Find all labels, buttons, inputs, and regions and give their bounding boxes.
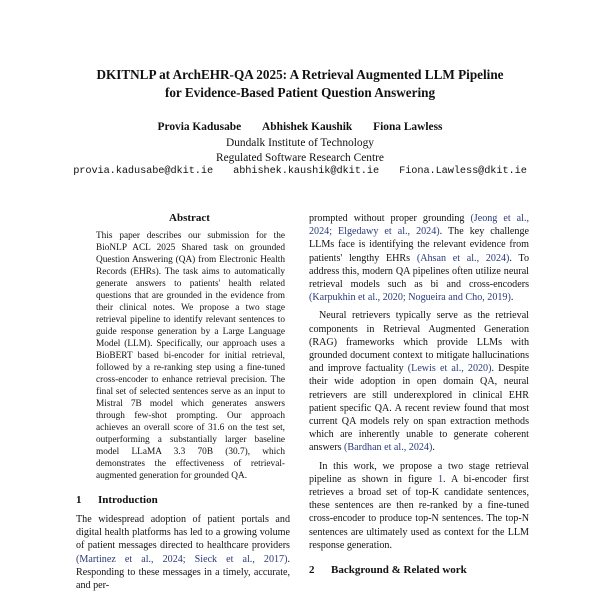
section-number: 2 (309, 564, 315, 577)
abstract-text: This paper describes our submission for the BioNLP ACL 2025 Shared task on grounded Question Answering (QA) from Electronic Health Records (EHRs). The task aims to automatically generate answers to patients' health related questions that are grounded in the evidence from their clinical notes. We propose a two stage retrieval pipeline to identify relevant sentences to guide response generation by a Large Language Model (LLM). Specifically, our approach uses a BioBERT based bi-encoder for initial retrieval, followed by a re-ranking step using a fine-tuned cross-encoder to enhance retrieval precision. The final set of selected sentences serve as an input to Mistral 7B model which generates answers through few-shot prompting. Our approach achieves an overall score of 31.6 on the test set, outperforming a substantially larger baseline model LLaMA 3.3 70B (30.7), which demonstrates the effectiveness of retrieval-augmented generation for grounded QA. (96, 231, 285, 481)
citation-link[interactable]: (Karpukhin et al., 2020; Nogueira and Cho, 2019) (309, 292, 511, 304)
body-paragraph (309, 212, 529, 304)
section-title: Background & Related work (331, 564, 467, 577)
figure-reference-link[interactable]: 1 (437, 473, 444, 485)
text-run: The widespread adoption of patient portals and digital health platforms has led to a growing volume of patient messages directed to healthcare providers (76, 514, 290, 552)
title-line-2: for Evidence-Based Patient Question Answering (164, 85, 436, 100)
text-run: . The key challenge LLMs face is identifying the relevant evidence from patients' lengthy EHRs (309, 226, 529, 264)
text-run: In this work, we propose a two stage retrieval pipeline as shown in figure (309, 460, 529, 485)
section-heading-background (309, 564, 529, 576)
title-line-1: DKITNLP at ArchEHR-QA 2025: A Retrieval Augmented LLM Pipeline (96, 67, 504, 82)
text-run: . (510, 292, 514, 304)
author-emails (40, 165, 560, 177)
text-run: Neural retrievers typically serve as the retrieval components in Retrieval Augmented Generation (RAG) frameworks which provide LLMs with grounded document context to mitigate hallucinations and improve factuality (309, 310, 529, 375)
intro-paragraph (76, 513, 290, 592)
author-name: Fiona Lawless (373, 121, 443, 133)
citation-link[interactable]: (Jeong et al., 2024; Elgedawy et al., 2024) (309, 213, 529, 238)
left-column (76, 212, 290, 592)
author-block (40, 120, 560, 167)
right-column (309, 212, 529, 583)
text-run: . (432, 442, 435, 454)
section-heading-introduction (76, 494, 290, 506)
body-paragraph (309, 309, 529, 454)
paper-title (40, 66, 560, 102)
section-title: Introduction (98, 494, 158, 506)
text-run: prompted without proper grounding (309, 213, 471, 224)
author-email[interactable]: provia.kadusabe@dkit.ie (73, 165, 214, 177)
body-paragraph (309, 460, 529, 552)
text-run: . Despite their wide adoption in open domain QA, neural retrievers are still underexplored in clinical EHR patient specific QA. A recent review found that most current QA models rely on span extraction methods which are inherently unable to generate coherent answers (309, 363, 529, 454)
text-run: . To address this, modern QA pipelines often utilize neural retrieval models such as bi and cross-encoders (309, 252, 529, 291)
affiliation-centre: Regulated Software Research Centre (216, 152, 384, 164)
author-name: Abhishek Kaushik (262, 121, 353, 133)
section-number: 1 (76, 494, 82, 506)
citation-link[interactable]: (Ahsan et al., 2024) (416, 252, 510, 264)
citation-link[interactable]: (Martinez et al., 2024; Sieck et al., 2017) (76, 553, 288, 565)
text-run: . A bi-encoder first retrieves a broad set of top-K candidate sentences, these sentences are then re-ranked by a fine-tuned cross-encoder to produce top-N sentences. The top-N sentences are ultimately used as context for the LLM response generation. (309, 473, 529, 551)
citation-link[interactable]: (Bardhan et al., 2024) (344, 442, 433, 454)
author-email[interactable]: abhishek.kaushik@dkit.ie (233, 165, 380, 177)
citation-link[interactable]: (Lewis et al., 2020) (407, 363, 492, 375)
author-name: Provia Kadusabe (157, 121, 242, 133)
affiliation-institute: Dundalk Institute of Technology (226, 136, 374, 149)
author-email[interactable]: Fiona.Lawless@dkit.ie (399, 165, 527, 177)
author-names (40, 120, 560, 136)
abstract-heading: Abstract (169, 212, 210, 224)
text-run: . Responding to these messages in a timely, accurate, and per- (76, 553, 290, 592)
